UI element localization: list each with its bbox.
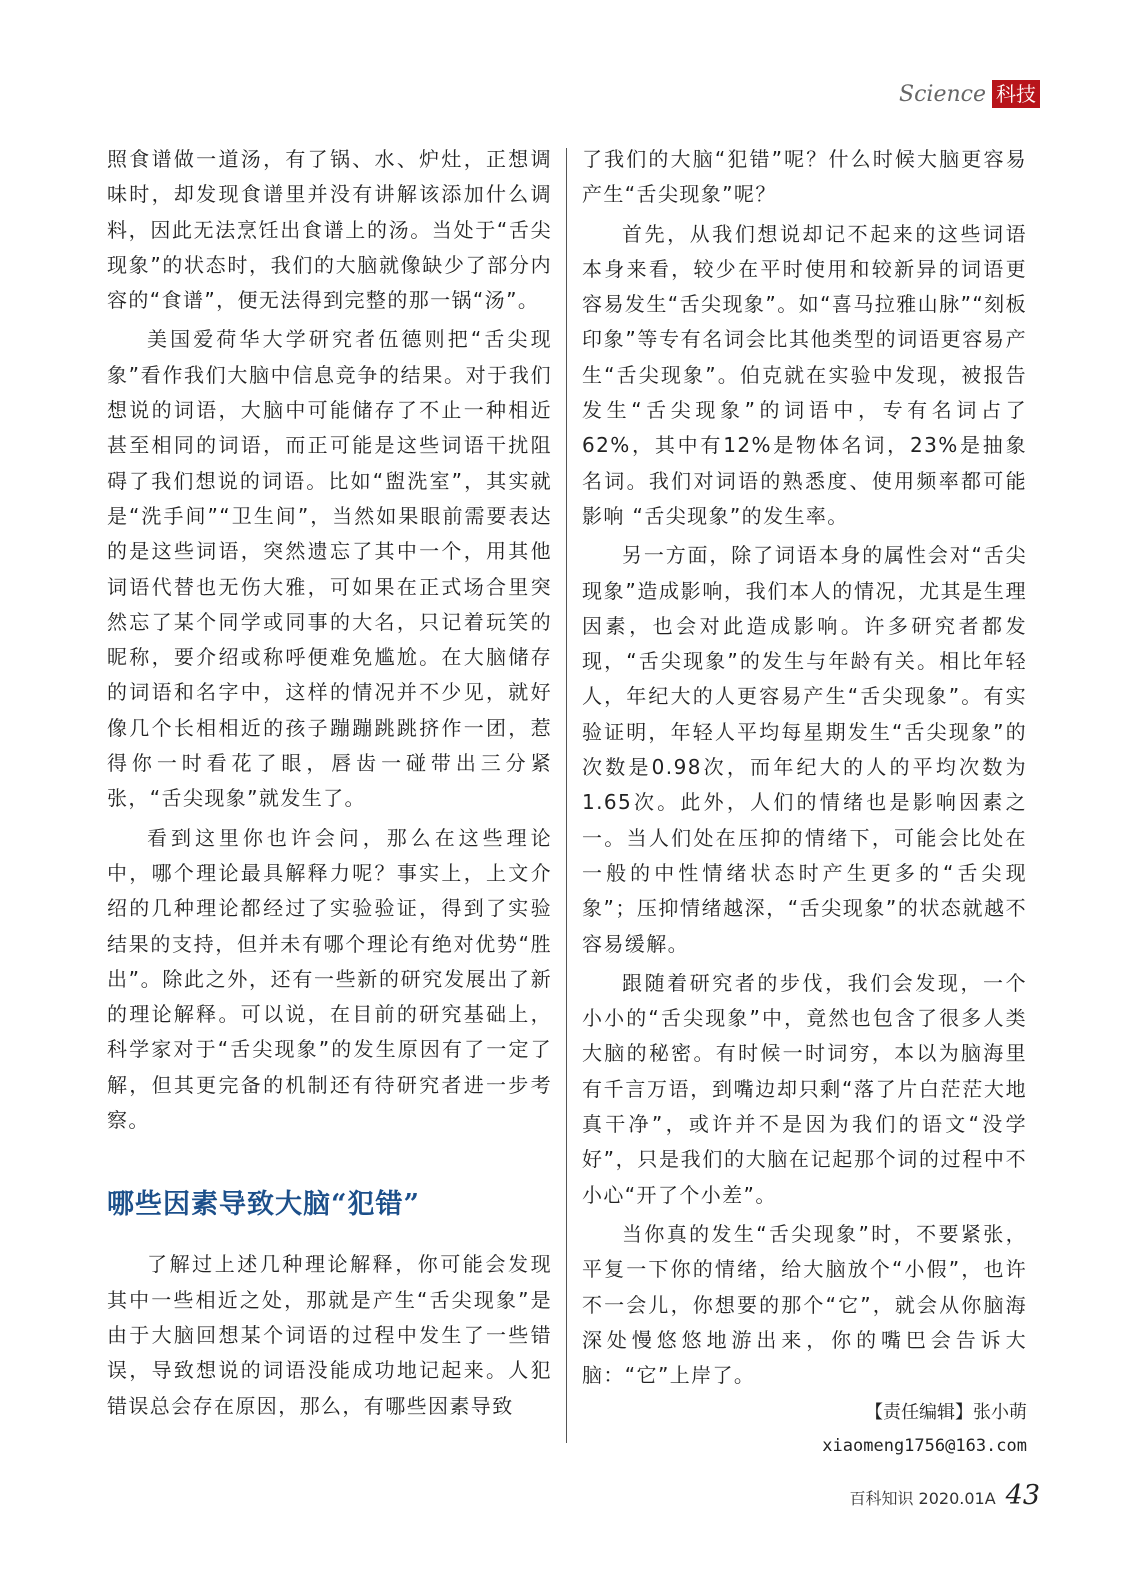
paragraph: 另一方面，除了词语本身的属性会对“舌尖现象”造成影响，我们本人的情况，尤其是生理因素，也会对此造成影响。许多研究者都发现，“舌尖现象”的发生与年龄有关。相比年轻人，年纪大的人更容易产生“舌尖现象”。有实验证明，年轻人平均每星期发生“舌尖现象”的次数是0.98次，而年纪大的人的平均次数为1.65次。此外，人们的情绪也是影响因素之一。当人们处在压抑的情绪下，可能会比处在一般的中性情绪状态时产生更多的“舌尖现象”；压抑情绪越深，“舌尖现象”的状态就越不容易缓解。: [582, 543, 1027, 956]
section-heading: 哪些因素导致大脑“犯错”: [107, 1189, 421, 1221]
editor-email: xiaomeng1756@163.com: [822, 1436, 1027, 1457]
magazine-issue: 百科知识 2020.01A: [849, 1489, 996, 1508]
section-badge: 科技: [992, 80, 1040, 108]
paragraph: 了解过上述几种理论解释，你可能会发现其中一些相近之处，那就是产生“舌尖现象”是由于大脑回想某个词语的过程中发生了一些错误，导致想说的词语没能成功地记起来。人犯错误总会存在原因，那么，有哪些因素导致: [107, 1252, 552, 1418]
section-label-en: Science: [899, 81, 986, 107]
paragraph: 看到这里你也许会问，那么在这些理论中，哪个理论最具解释力呢？事实上，上文介绍的几种理论都经过了实验验证，得到了实验结果的支持，但并未有哪个理论有绝对优势“胜出”。除此之外，还有一些新的研究发展出了新的理论解释。可以说，在目前的研究基础上，科学家对于“舌尖现象”的发生原因有了一定了解，但其更完备的机制还有待研究者进一步考察。: [107, 825, 552, 1133]
paragraph: 首先，从我们想说却记不起来的这些词语本身来看，较少在平时使用和较新异的词语更容易发生“舌尖现象”。如“喜马拉雅山脉”“刻板印象”等专有名词会比其他类型的词语更容易产生“舌尖现象”。伯克就在实验中发现，被报告发生“舌尖现象”的词语中，专有名词占了62%，其中有12%是物体名词，23%是抽象名词。我们对词语的熟悉度、使用频率都可能影响 “舌尖现象”的发生率。: [582, 221, 1027, 528]
column-divider: [566, 148, 567, 1443]
paragraph: 当你真的发生“舌尖现象”时，不要紧张，平复一下你的情绪，给大脑放个“小假”，也许不一会儿，你想要的那个“它”，就会从你脑海深处慢悠悠地游出来，你的嘴巴会告诉大脑：“它”上岸了。: [582, 1221, 1027, 1388]
section-header: [899, 80, 1040, 108]
paragraph: 照食谱做一道汤，有了锅、水、炉灶，正想调味时，却发现食谱里并没有讲解该添加什么调料，因此无法烹饪出食谱上的汤。当处于“舌尖现象”的状态时，我们的大脑就像缺少了部分内容的“食谱”，便无法得到完整的那一锅“汤”。: [107, 147, 552, 313]
page-footer: [849, 1480, 1040, 1511]
right-column: [582, 142, 1027, 1463]
paragraph: 美国爱荷华大学研究者伍德则把“舌尖现象”看作我们大脑中信息竞争的结果。对于我们想说的词语，大脑中可能储存了不止一种相近甚至相同的词语，而正可能是这些词语干扰阻碍了我们想说的词语。比如“盥洗室”，其实就是“洗手间”“卫生间”，当然如果眼前需要表达的是这些词语，突然遗忘了其中一个，用其他词语代替也无伤大雅，可如果在正式场合里突然忘了某个同学或同事的大名，只记着玩笑的昵称，要介绍或称呼便难免尴尬。在大脑储存的词语和名字中，这样的情况并不少见，就好像几个长相相近的孩子蹦蹦跳跳挤作一团，惹得你一时看花了眼，唇齿一碰带出三分紧张，“舌尖现象”就发生了。: [107, 327, 552, 811]
editor-credit: 【责任编辑】张小萌: [865, 1402, 1027, 1424]
paragraph: 了我们的大脑“犯错”呢？什么时候大脑更容易产生“舌尖现象”呢？: [582, 147, 1027, 207]
left-column: [107, 142, 552, 1428]
page-number: 43: [1005, 1480, 1040, 1511]
paragraph: 跟随着研究者的步伐，我们会发现，一个小小的“舌尖现象”中，竟然也包含了很多人类大脑的秘密。有时候一时词穷，本以为脑海里有千言万语，到嘴边却只剩“落了片白茫茫大地真干净”，或许并不是因为我们的语文“没学好”，只是我们的大脑在记起那个词的过程中不小心“开了个小差”。: [582, 970, 1027, 1207]
